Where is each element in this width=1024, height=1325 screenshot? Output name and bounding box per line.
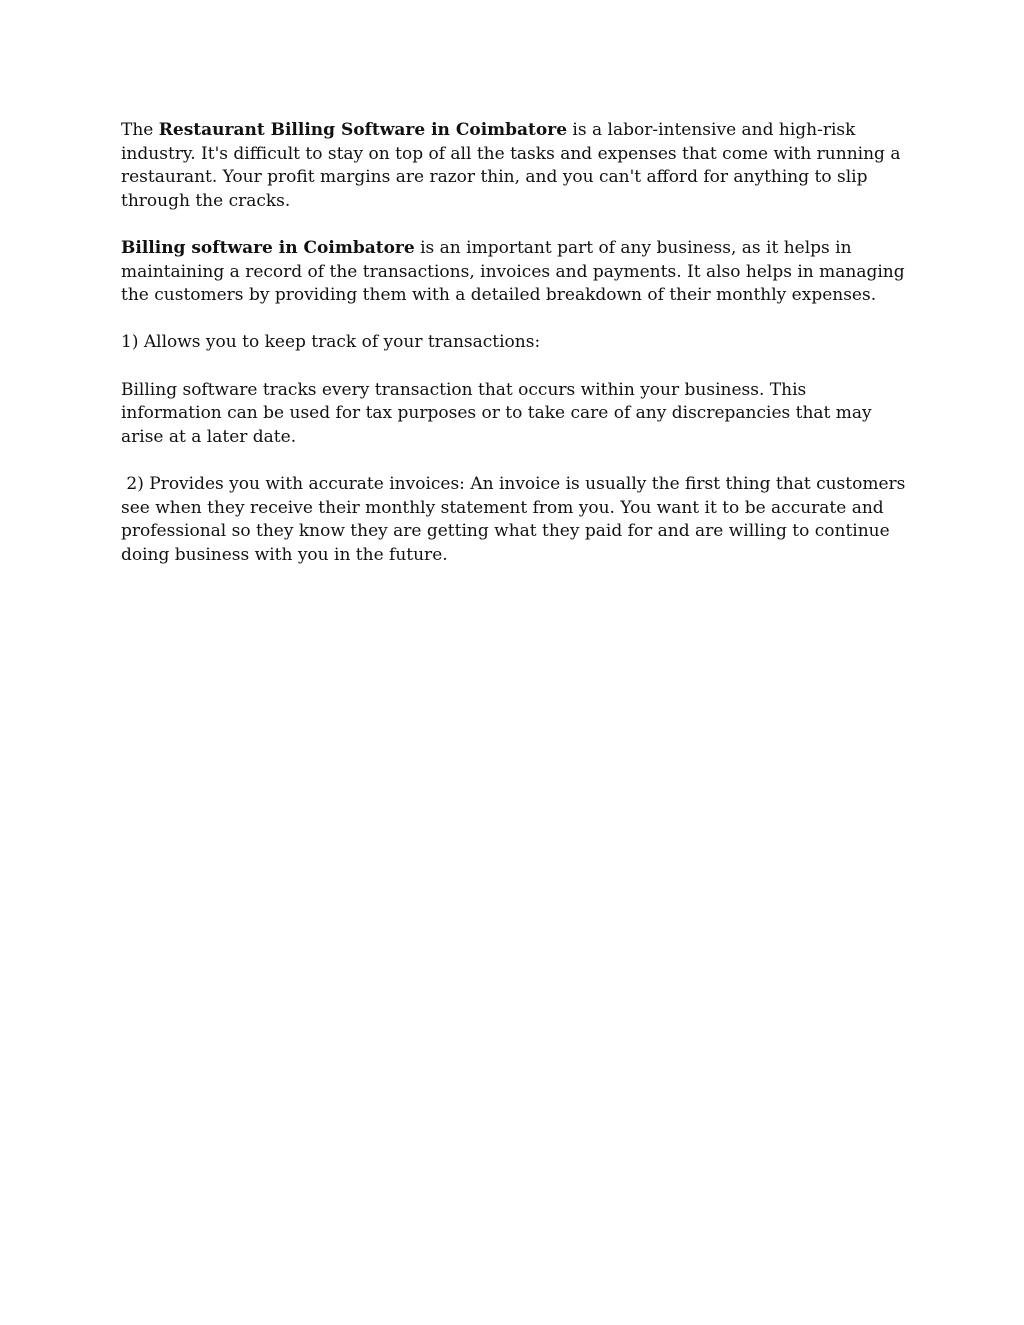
billing-bold: Billing software in Coimbatore	[121, 237, 415, 258]
document-body	[121, 119, 911, 591]
paragraph-intro	[121, 119, 911, 213]
intro-lead: The	[121, 120, 159, 140]
paragraph-point-2: 2) Provides you with accurate invoices: An invoice is usually the first thing that customers see when they receive their monthly statement from you. You want it to be accurate and professional so they know they are getting what they paid for and are willing to continue doing business with you in the future.	[121, 473, 911, 565]
billing-rest: is an important part of any business, as it helps in maintaining a record of the transactions, invoices and payments. It also helps in managing the customers by providing them with a detailed breakdown of their monthly expenses.	[121, 237, 905, 306]
paragraph-billing	[121, 237, 911, 308]
paragraph-point-1-detail: Billing software tracks every transaction that occurs within your business. This information can be used for tax purposes or to take care of any discrepancies that may arise at a later date.	[121, 379, 872, 447]
intro-bold-link: Restaurant Billing Software in Coimbatore	[158, 120, 568, 140]
intro-rest: is a labor-intensive and high-risk industry. It's difficult to stay on top of all the tasks and expenses that come with running a restaurant. Your profit margins are razor thin, and you can't afford for anything to slip through the cracks.	[121, 120, 901, 211]
paragraph-point-1: 1) Allows you to keep track of your transactions:	[121, 332, 541, 353]
